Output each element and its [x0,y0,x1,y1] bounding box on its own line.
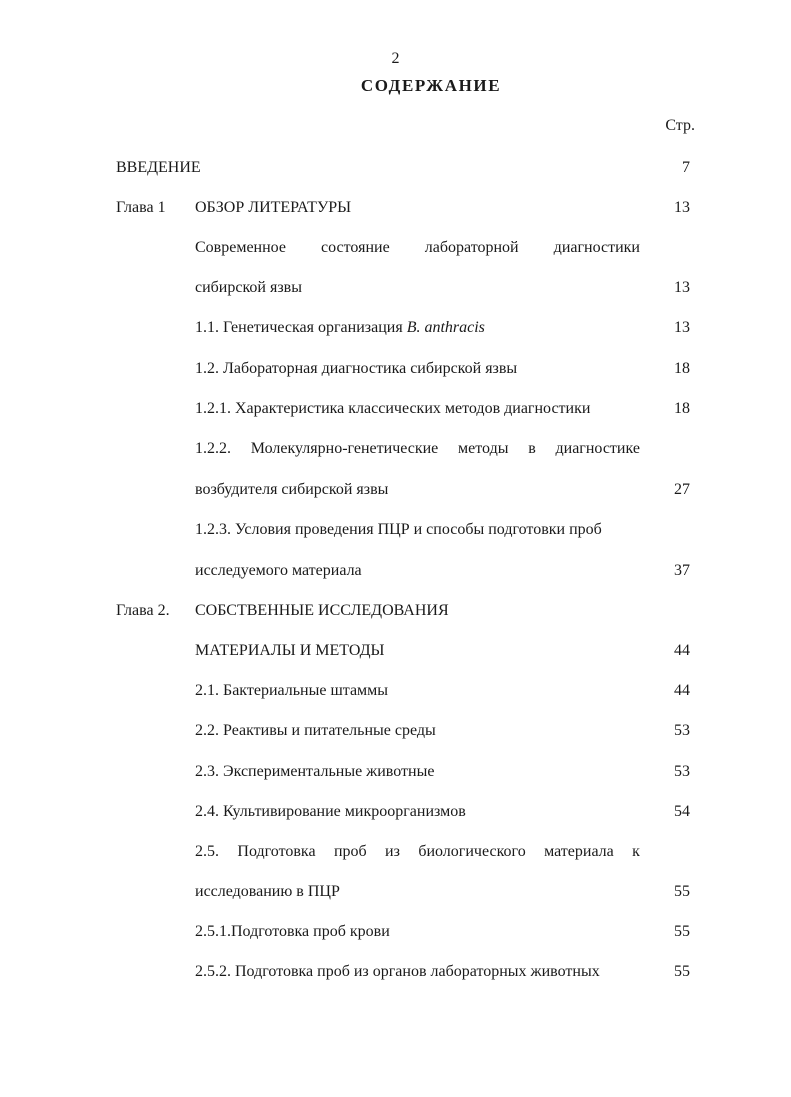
toc-page-1-2-1: 18 [674,400,690,417]
chapter-1-page: 13 [674,199,690,216]
toc-entry-1-2-3-line1: 1.2.3. Условия проведения ПЦР и способы подготовки проб [195,521,602,538]
toc-page-materials-methods: 44 [674,642,690,659]
page-number: 2 [391,50,400,67]
toc-entry-introduction: ВВЕДЕНИЕ [116,159,201,176]
chapter-1-label: Глава 1 [116,199,166,216]
toc-page-1-2-2: 27 [674,481,690,498]
word: Подготовка [237,843,316,860]
toc-entry-2-4: 2.4. Культивирование микроорганизмов [195,803,466,820]
word: 1.2.2. [195,440,231,457]
toc-entry-1-2-3-line2: исследуемого материала [195,562,362,579]
toc-entry-1-2-2-line1 [195,439,640,459]
word: биологического [418,843,526,860]
toc-entry-1-1 [195,318,485,338]
toc-entry-1-2-2-line2: возбудителя сибирской язвы [195,481,389,498]
toc-page-2-3: 53 [674,763,690,780]
toc-page-2-5-1: 55 [674,923,690,940]
word: материала [544,843,614,860]
document-title: СОДЕРЖАНИЕ [360,76,502,95]
word: диагностики [553,239,640,256]
toc-entry-ch1-intro-line1 [195,238,640,258]
toc-entry-2-5-line1 [195,842,640,862]
word: проб [333,843,367,860]
toc-entry-2-5-line2: исследованию в ПЦР [195,883,340,900]
chapter-1-title: ОБЗОР ЛИТЕРАТУРЫ [195,199,352,216]
toc-entry-1-1-species: B. anthracis [406,319,485,336]
toc-page-1-1: 13 [674,319,690,336]
toc-page-introduction: 7 [682,159,690,176]
toc-entry-2-5-1: 2.5.1.Подготовка проб крови [195,923,390,940]
toc-page-ch1-intro: 13 [674,279,690,296]
word: Современное [195,239,286,256]
toc-page-2-5: 55 [674,883,690,900]
toc-entry-1-1-text: 1.1. Генетическая организация [195,319,407,336]
word: методы [458,440,509,457]
toc-page-2-2: 53 [674,722,690,739]
toc-entry-ch1-intro-line2: сибирской язвы [195,279,302,296]
chapter-2-title: СОБСТВЕННЫЕ ИССЛЕДОВАНИЯ [195,602,449,619]
word: Молекулярно-генетические [250,440,439,457]
toc-entry-1-2-1: 1.2.1. Характеристика классических методов диагностики [195,400,591,417]
toc-page-2-1: 44 [674,682,690,699]
chapter-2-label: Глава 2. [116,602,170,619]
toc-entry-1-2: 1.2. Лабораторная диагностика сибирской язвы [195,360,518,377]
word: 2.5. [195,843,219,860]
word: из [385,843,400,860]
toc-entry-2-3: 2.3. Экспериментальные животные [195,763,435,780]
word: диагностике [555,440,640,457]
toc-page-2-4: 54 [674,803,690,820]
word: в [528,440,536,457]
word: к [632,843,640,860]
toc-entry-2-1: 2.1. Бактериальные штаммы [195,682,389,699]
toc-entry-2-2: 2.2. Реактивы и питательные среды [195,722,436,739]
pages-column-header: Стр. [665,117,695,134]
word: лабораторной [424,239,519,256]
toc-page-1-2-3: 37 [674,562,690,579]
word: состояние [321,239,390,256]
toc-page-2-5-2: 55 [674,963,690,980]
toc-entry-materials-methods: МАТЕРИАЛЫ И МЕТОДЫ [195,642,385,659]
toc-page-1-2: 18 [674,360,690,377]
toc-entry-2-5-2: 2.5.2. Подготовка проб из органов лабораторных животных [195,963,600,980]
